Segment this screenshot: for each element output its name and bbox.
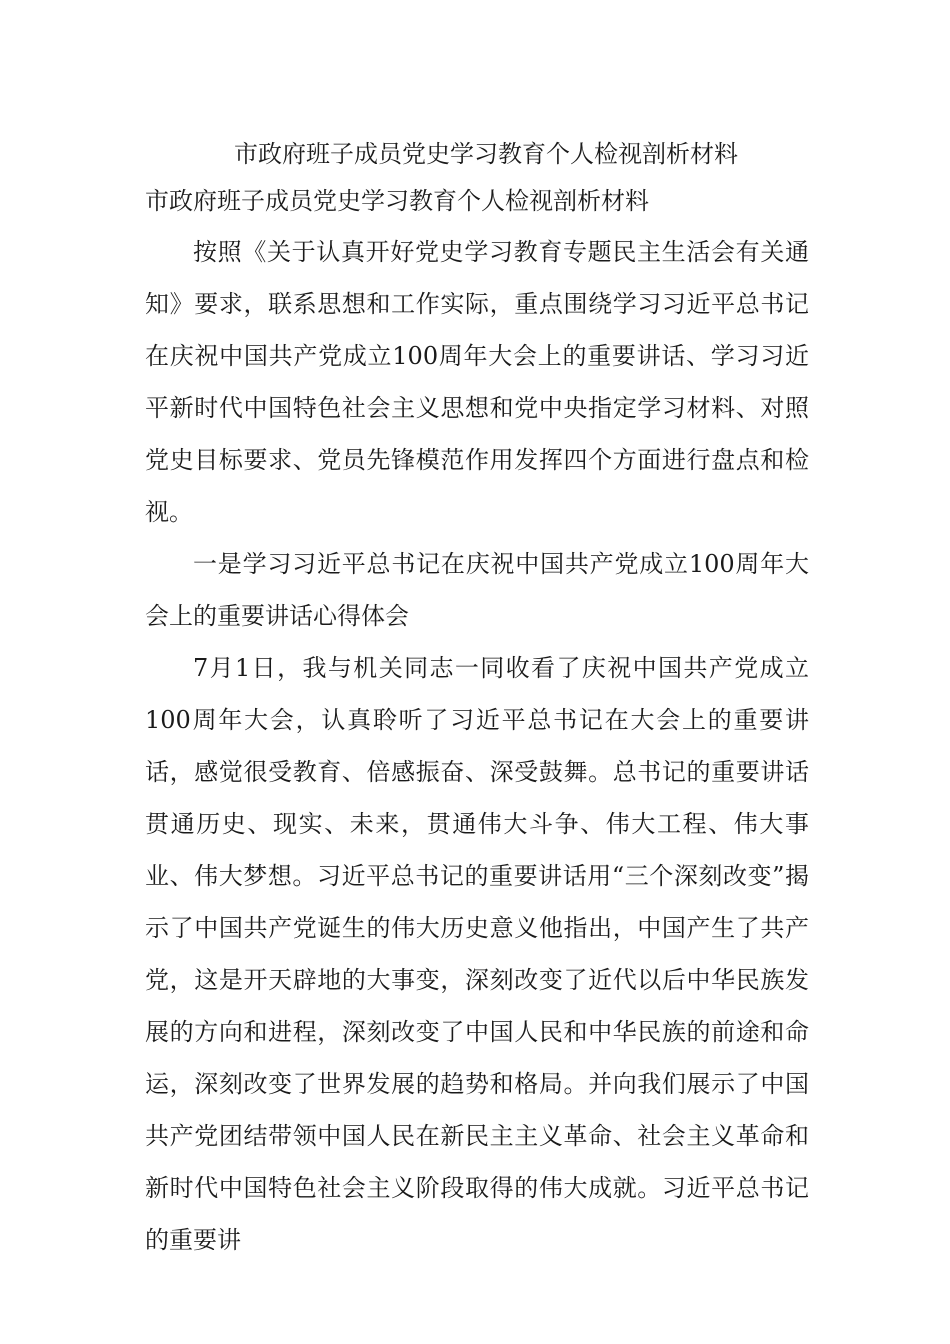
document-subtitle: 市政府班子成员党史学习教育个人检视剖析材料	[145, 187, 649, 215]
paragraph-body: 7月1日，我与机关同志一同收看了庆祝中国共产党成立100周年大会，认真聆听了习近平总书记在大会上的重要讲话，感觉很受教育、倍感振奋、深受鼓舞。总书记的重要讲话贯通历史、现实、未来，贯通伟大斗争、伟大工程、伟大事业、伟大梦想。习近平总书记的重要讲话用“三个深刻改变”揭示了中国共产党诞生的伟大历史意义他指出，中国产生了共产党，这是开天辟地的大事变，深刻改变了近代以后中华民族发展的方向和进程，深刻改变了中国人民和中华民族的前途和命运，深刻改变了世界发展的趋势和格局。并向我们展示了中国共产党团结带领中国人民在新民主主义革命、社会主义革命和新时代中国特色社会主义阶段取得的伟大成就。习近平总书记的重要讲	[145, 654, 809, 1254]
paragraph-intro: 按照《关于认真开好党史学习教育专题民主生活会有关通知》要求，联系思想和工作实际，重点围绕学习习近平总书记在庆祝中国共产党成立100周年大会上的重要讲话、学习习近平新时代中国特色社会主义思想和党中央指定学习材料、对照党史目标要求、党员先锋模范作用发挥四个方面进行盘点和检视。	[145, 238, 809, 526]
document-body	[145, 128, 809, 1266]
paragraph-section-heading: 一是学习习近平总书记在庆祝中国共产党成立100周年大会上的重要讲话心得体会	[145, 550, 809, 630]
document-title: 市政府班子成员党史学习教育个人检视剖析材料	[234, 140, 738, 168]
